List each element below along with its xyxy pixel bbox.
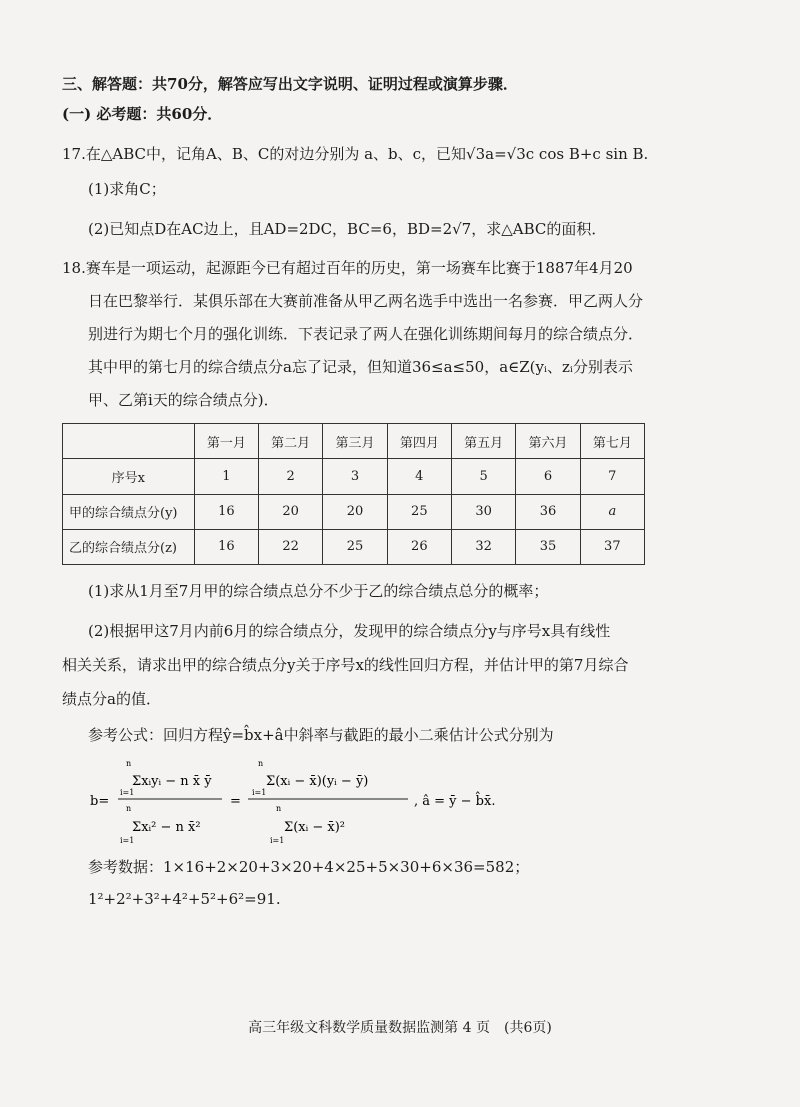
sum-bottom: i=1 — [252, 788, 267, 797]
formula-intro: 参考公式：回归方程ŷ=b̂x+â中斜率与截距的最小二乘估计公式分别为 — [88, 726, 554, 744]
table-header-cell: 第三月 — [323, 424, 387, 459]
table-row — [63, 494, 645, 529]
q18-line-5: 甲、乙第i天的综合绩点分)． — [88, 391, 279, 409]
table-header-cell: 第二月 — [259, 424, 323, 459]
table-cell: 35 — [516, 529, 580, 564]
table-cell: 4 — [387, 459, 451, 494]
formula-lhs: b= — [90, 794, 110, 809]
ref-data-2: 1²+2²+3²+4²+5²+6²=91. — [88, 890, 281, 908]
q18-line-4: 其中甲的第七月的综合绩点分a忘了记录，但知道36≤a≤50，a∈Z(yᵢ、zᵢ分别表示 — [88, 358, 633, 376]
q18-part2-line-2: 相关关系，请求出甲的综合绩点分y关于序号x的线性回归方程，并估计甲的第7月综合 — [62, 656, 629, 674]
q18-line-3: 别进行为期七个月的强化训练．下表记录了两人在强化训练期间每月的综合绩点分． — [88, 325, 644, 343]
q18-part2-line-1: (2)根据甲这7月内前6月的综合绩点分，发现甲的综合绩点分y与序号x具有线性 — [88, 622, 611, 640]
table-cell: 25 — [387, 494, 451, 529]
q18-line-1: 18.赛车是一项运动，起源距今已有超过百年的历史，第一场赛车比赛于1887年4月20 — [62, 259, 633, 277]
table-row — [63, 529, 645, 564]
table-header-cell: 第四月 — [387, 424, 451, 459]
table-cell: 1 — [194, 459, 258, 494]
table-header-cell: 第五月 — [451, 424, 515, 459]
sum-top: n — [126, 759, 132, 768]
frac2-num: Σ(xᵢ − x̄)(yᵢ − ȳ) — [266, 774, 369, 789]
regression-formula — [90, 755, 610, 855]
q17-part1: (1)求角C； — [88, 180, 166, 198]
table-cell: 16 — [194, 494, 258, 529]
table-header-cell: 第六月 — [516, 424, 580, 459]
sum-top: n — [276, 804, 282, 813]
table-cell: 32 — [451, 529, 515, 564]
table-cell: 20 — [323, 494, 387, 529]
table-cell: 7 — [580, 459, 644, 494]
section-heading: 三、解答题：共70分，解答应写出文字说明、证明过程或演算步骤． — [62, 75, 518, 93]
subsection-heading: (一) 必考题：共60分． — [62, 105, 223, 123]
table-header-cell — [63, 424, 195, 459]
frac1-den: Σxᵢ² − n x̄² — [132, 820, 201, 835]
table-cell: 5 — [451, 459, 515, 494]
ref-data-1: 参考数据：1×16+2×20+3×20+4×25+5×30+6×36=582； — [88, 858, 530, 876]
q17-stem: 17.在△ABC中，记角A、B、C的对边分别为 a、b、c，已知√3a=√3c cos B+c sin B. — [62, 145, 649, 163]
table-header-row — [63, 424, 645, 459]
sum-top: n — [258, 759, 264, 768]
row-label: 乙的综合绩点分(z) — [63, 529, 195, 564]
sum-top: n — [126, 804, 132, 813]
table-cell: a — [580, 494, 644, 529]
table-header-cell: 第七月 — [580, 424, 644, 459]
formula-tail: , â = ȳ − b̂x̄. — [414, 794, 496, 809]
table-cell: 3 — [323, 459, 387, 494]
q18-line-2: 日在巴黎举行．某俱乐部在大赛前准备从甲乙两名选手中选出一名参赛．甲乙两人分 — [88, 292, 644, 310]
sum-bottom: i=1 — [120, 788, 135, 797]
page-footer: 高三年级文科数学质量数据监测第 4 页 (共6页) — [248, 1020, 552, 1036]
q18-part1: (1)求从1月至7月甲的综合绩点总分不少于乙的综合绩点总分的概率； — [88, 582, 549, 600]
table-cell: 37 — [580, 529, 644, 564]
formula-eq: = — [230, 794, 241, 809]
table-cell: 6 — [516, 459, 580, 494]
table-row — [63, 459, 645, 494]
frac1-num: Σxᵢyᵢ − n x̄ ȳ — [132, 774, 212, 789]
table-cell: 2 — [259, 459, 323, 494]
score-table — [62, 423, 645, 565]
table-cell: 20 — [259, 494, 323, 529]
q17-part2: (2)已知点D在AC边上，且AD=2DC，BC=6，BD=2√7，求△ABC的面积． — [88, 220, 607, 238]
table-cell: 36 — [516, 494, 580, 529]
row-label: 甲的综合绩点分(y) — [63, 494, 195, 529]
table-cell: 22 — [259, 529, 323, 564]
q18-part2-line-3: 绩点分a的值． — [62, 690, 161, 708]
row-label: 序号x — [63, 459, 195, 494]
table-cell: 26 — [387, 529, 451, 564]
table-cell: 30 — [451, 494, 515, 529]
table-cell: 16 — [194, 529, 258, 564]
frac2-den: Σ(xᵢ − x̄)² — [284, 820, 345, 835]
sum-bottom: i=1 — [270, 836, 285, 845]
table-header-cell: 第一月 — [194, 424, 258, 459]
sum-bottom: i=1 — [120, 836, 135, 845]
table-cell: 25 — [323, 529, 387, 564]
